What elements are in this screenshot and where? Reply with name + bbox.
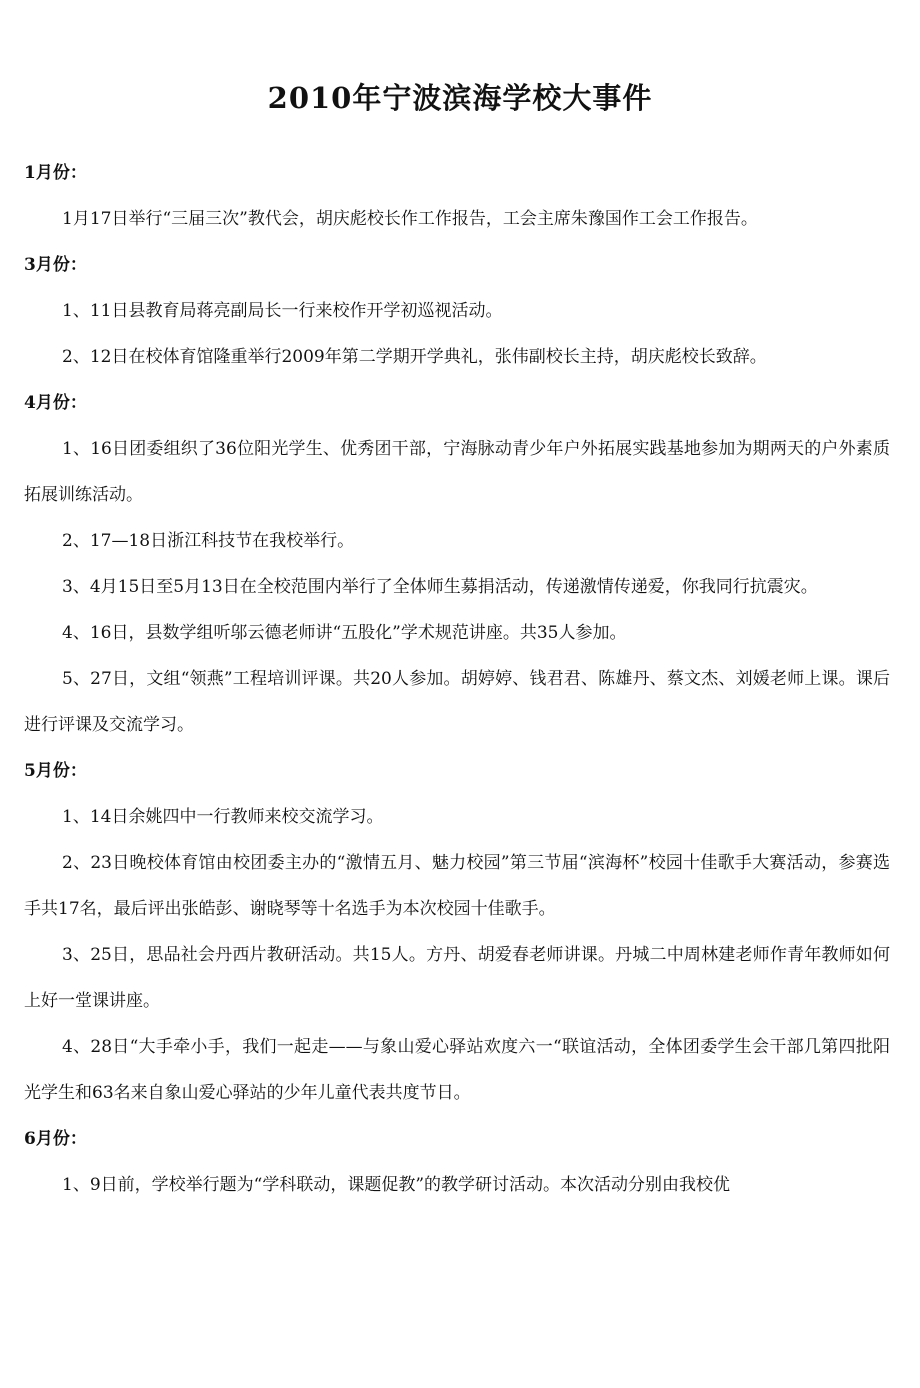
- event-item: 4、28日“大手牵小手，我们一起走——与象山爱心驿站欢度六一“联谊活动，全体团委学生会干部几第四批阳光学生和63名来自象山爱心驿站的少年儿童代表共度节日。: [24, 1037, 890, 1103]
- event-item: 2、12日在校体育馆隆重举行2009年第二学期开学典礼，张伟副校长主持，胡庆彪校长致辞。: [62, 347, 767, 367]
- event-item: 1、9日前，学校举行题为“学科联动，课题促教”的教学研讨活动。本次活动分别由我校优: [62, 1175, 731, 1195]
- document-title: 2010年宁波滨海学校大事件: [267, 81, 653, 115]
- event-item: 5、27日，文组“领燕”工程培训评课。共20人参加。胡婷婷、钱君君、陈雄丹、蔡文杰、刘媛老师上课。课后进行评课及交流学习。: [24, 669, 890, 735]
- month-heading: 1月份：: [24, 163, 87, 183]
- event-item: 1、16日团委组织了36位阳光学生、优秀团干部，宁海脉动青少年户外拓展实践基地参加为期两天的户外素质拓展训练活动。: [24, 439, 890, 505]
- document-body: [24, 150, 890, 1208]
- event-item: 1月17日举行“三届三次”教代会，胡庆彪校长作工作报告，工会主席朱豫国作工会工作报告。: [62, 209, 758, 229]
- event-item: 3、4月15日至5月13日在全校范围内举行了全体师生募捐活动，传递激情传递爱，你我同行抗震灾。: [62, 577, 818, 597]
- section-april: [24, 380, 890, 748]
- event-item: 2、17—18日浙江科技节在我校举行。: [62, 531, 355, 551]
- month-heading: 3月份：: [24, 255, 87, 275]
- section-january: [24, 150, 890, 242]
- event-item: 2、23日晚校体育馆由校团委主办的“激情五月、魅力校园”第三节届“滨海杯”校园十佳歌手大赛活动，参赛选手共17名，最后评出张皓彭、谢晓琴等十名选手为本次校园十佳歌手。: [24, 853, 890, 919]
- month-heading: 6月份：: [24, 1129, 87, 1149]
- event-item: 3、25日，思品社会丹西片教研活动。共15人。方丹、胡爱春老师讲课。丹城二中周林建老师作青年教师如何上好一堂课讲座。: [24, 945, 890, 1011]
- section-may: [24, 748, 890, 1116]
- section-march: [24, 242, 890, 380]
- month-heading: 4月份：: [24, 393, 87, 413]
- event-item: 1、14日余姚四中一行教师来校交流学习。: [62, 807, 384, 827]
- month-heading: 5月份：: [24, 761, 87, 781]
- section-june: [24, 1116, 890, 1208]
- event-item: 4、16日，县数学组听邬云德老师讲“五股化”学术规范讲座。共35人参加。: [62, 623, 627, 643]
- event-item: 1、11日县教育局蒋亮副局长一行来校作开学初巡视活动。: [62, 301, 503, 321]
